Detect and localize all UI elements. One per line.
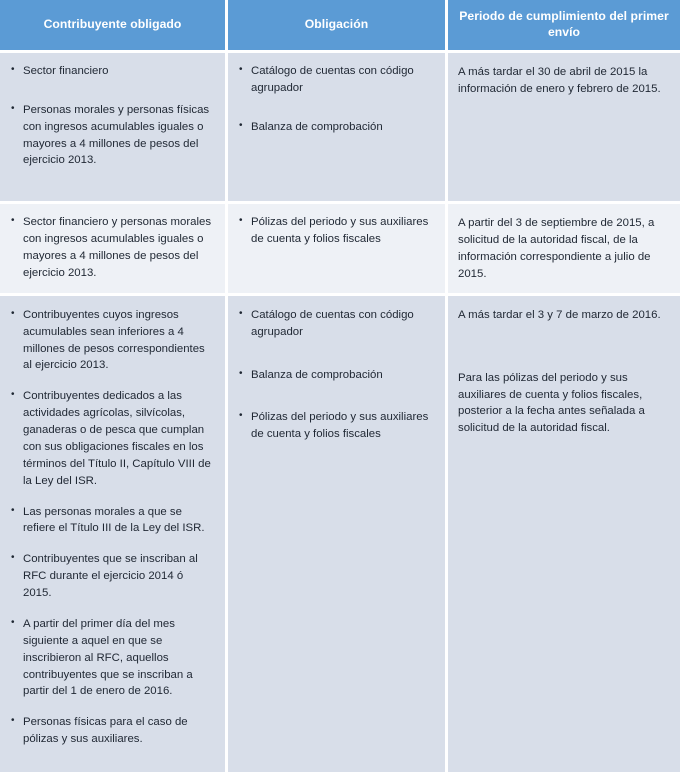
list-item: • Catálogo de cuentas con código agrupador [238,63,433,97]
list-item: • Contribuyentes dedicados a las actividades agrícolas, silvícolas, ganaderas o de pesca que cumplan con sus obligaciones fiscales en los términos del Título II, Capítulo VIII de la Ley del ISR. [10,388,213,489]
paragraph: A partir del 3 de septiembre de 2015, a solicitud de la autoridad fiscal, de la información correspondiente a julio de 2015. [458,217,655,280]
bullet-list [238,307,433,443]
column-header-contribuyente: Contribuyente obligado [0,0,228,53]
bullet-list [10,214,213,282]
list-item: • Catálogo de cuentas con código agrupador [238,307,433,341]
cell-contribuyente [0,204,228,296]
table-row [0,296,680,772]
bullet-list [10,63,213,169]
table-header [0,0,680,53]
bullet-list [238,63,433,136]
list-item: • Balanza de comprobación [238,119,433,136]
cell-obligacion [228,53,448,204]
list-item: • Sector financiero y personas morales con ingresos acumulables iguales o mayores a 4 millones de pesos del ejercicio 2013. [10,214,213,282]
list-item: • Contribuyentes que se inscriban al RFC durante el ejercicio 2014 ó 2015. [10,551,213,602]
paragraph: Para las pólizas del periodo y sus auxiliares de cuenta y folios fiscales, posterior a la fecha antes señalada a solicitud de la autoridad fiscal. [458,371,645,435]
table-row [0,53,680,204]
cell-contribuyente [0,296,228,772]
column-header-obligacion: Obligación [228,0,448,53]
bullet-list [238,214,433,248]
list-item: • Pólizas del periodo y sus auxiliares de cuenta y folios fiscales [238,409,433,443]
bullet-list [10,307,213,748]
cell-periodo [448,204,680,296]
list-item: • Balanza de comprobación [238,367,433,384]
list-item: • Pólizas del periodo y sus auxiliares de cuenta y folios fiscales [238,214,433,248]
list-item: • Contribuyentes cuyos ingresos acumulables sean inferiores a 4 millones de pesos correspondientes al ejercicio 2013. [10,307,213,375]
column-header-periodo: Periodo de cumplimiento del primer envío [448,0,680,53]
paragraph: A más tardar el 30 de abril de 2015 la información de enero y febrero de 2015. [458,65,661,95]
paragraph: A más tardar el 3 y 7 de marzo de 2016. [458,308,661,321]
cell-obligacion [228,296,448,772]
cell-contribuyente [0,53,228,204]
table-header-row [0,0,680,53]
cell-periodo [448,53,680,204]
list-item: • Personas morales y personas físicas con ingresos acumulables iguales o mayores a 4 millones de pesos del ejercicio 2013. [10,102,213,170]
list-item: • Las personas morales a que se refiere el Título III de la Ley del ISR. [10,504,213,538]
list-item: • A partir del primer día del mes siguiente a aquel en que se inscribieron al RFC, aquellos contribuyentes que se inscriban a partir del 1 de enero de 2016. [10,616,213,700]
cell-periodo [448,296,680,772]
table-body [0,53,680,772]
cell-obligacion [228,204,448,296]
list-item: • Sector financiero [10,63,213,80]
list-item: • Personas físicas para el caso de pólizas y sus auxiliares. [10,714,213,748]
table-row [0,204,680,296]
